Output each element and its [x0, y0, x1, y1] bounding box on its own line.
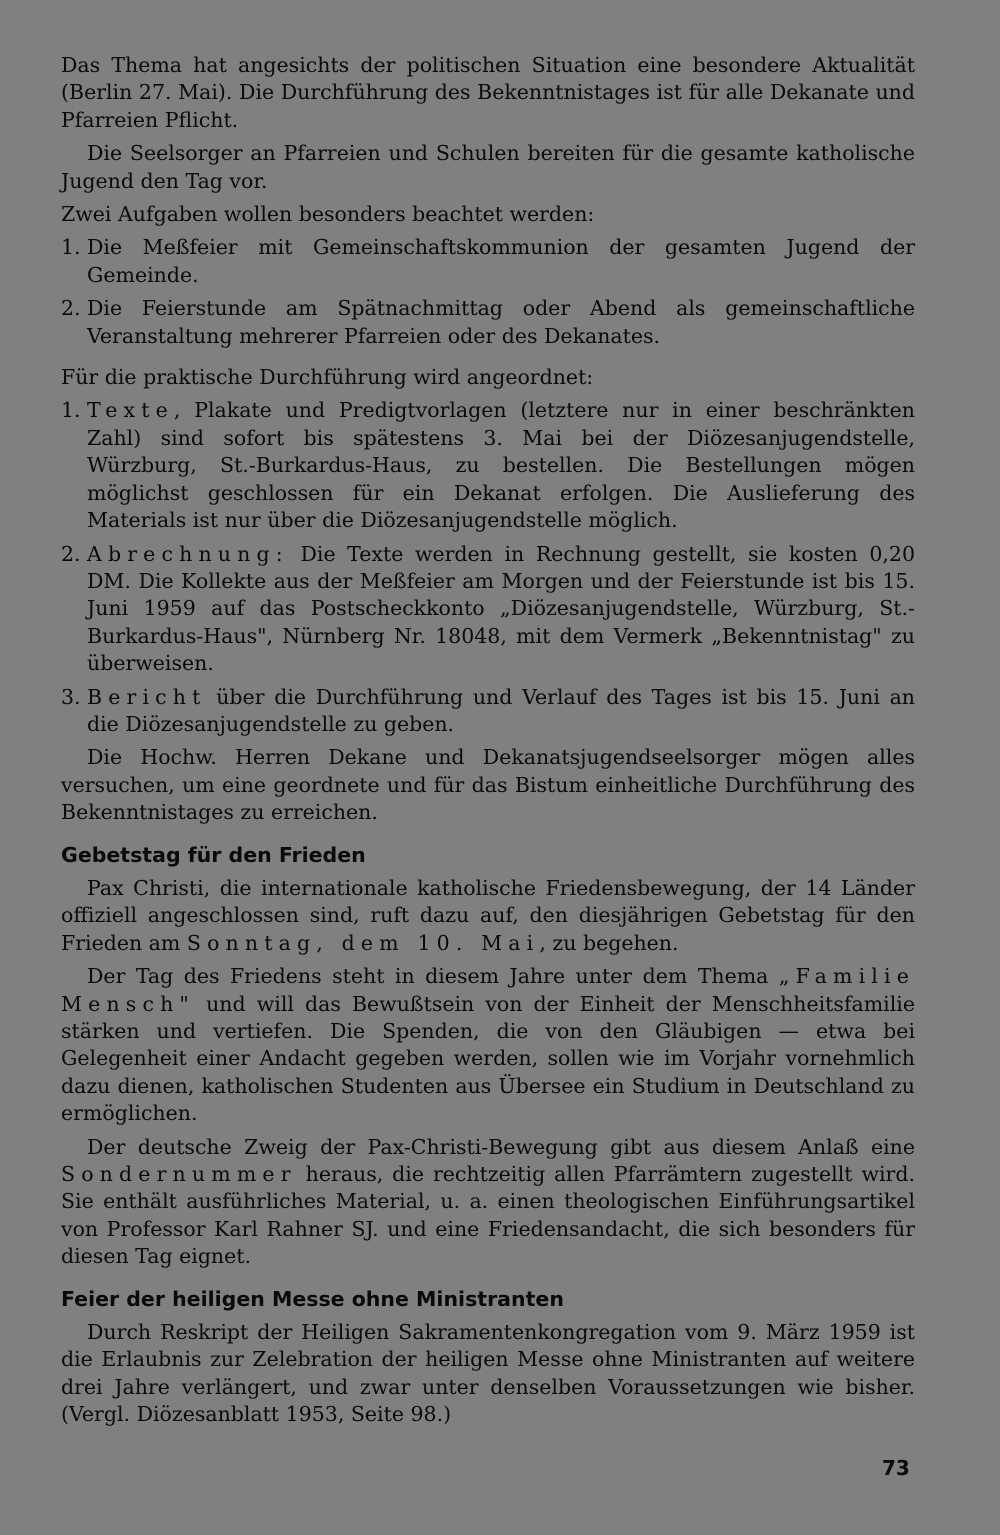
paragraph-closing: Die Hochw. Herren Dekane und Dekanatsjugendseelsorger mögen alles versuchen, um eine geordnete und für das Bistum einheitliche Durchführung des Bekenntnistages zu erreichen. — [61, 745, 915, 825]
list-item: 1. Texte, Plakate und Predigtvorlagen (letztere nur in einer beschränkten Zahl) sind sofort bis spätestens 3. Mai bei der Diözesanjugendstelle, Würzburg, St.-Burkardus-Haus, zu bestellen. Die Bestellungen mögen möglichst geschlossen für ein Dekanat erfolgen. Die Auslieferung des Materials ist nur über die Diözesanjugendstelle möglich. — [61, 398, 915, 533]
spaced-keyword: Texte — [87, 398, 174, 423]
spaced-keyword: Bericht — [87, 684, 207, 709]
paragraph-preparation: Die Seelsorger an Pfarreien und Schulen bereiten für die gesamte katholische Jugend den Tag vor. — [61, 141, 915, 193]
paragraph-tasks-intro: Zwei Aufgaben wollen besonders beachtet werden: — [61, 202, 595, 227]
spaced-keyword: Sondernummer — [61, 1162, 297, 1187]
paragraph-orders-intro: Für die praktische Durchführung wird angeordnet: — [61, 365, 594, 390]
document-page — [61, 52, 915, 1435]
list-item: 2. Die Feierstunde am Spätnachmittag oder Abend als gemeinschaftliche Veranstaltung mehrerer Pfarreien oder des Dekanates. — [61, 296, 915, 348]
section-heading-mass: Feier der heiligen Messe ohne Ministranten — [61, 1286, 564, 1311]
page-number: 73 — [882, 1456, 910, 1480]
section-heading-peace: Gebetstag für den Frieden — [61, 842, 366, 867]
list-item: 2. Abrechnung: Die Texte werden in Rechnung gestellt, sie kosten 0,20 DM. Die Kollekte aus der Meßfeier am Morgen und der Feierstunde ist bis 15. Juni 1959 auf das Postscheckkonto „Diözesanjugendstelle, Würzburg, St.-Burkardus-Haus", Nürnberg Nr. 18048, mit dem Vermerk „Bekenntnistag" zu überweisen. — [61, 541, 915, 676]
paragraph-topic: Das Thema hat angesichts der politischen Situation eine besondere Aktualität (Berlin 27. Mai). Die Durchführung des Bekenntnistages ist für alle Dekanate und Pfarreien Pflicht. — [61, 53, 915, 132]
spaced-theme: „Familie Mensch" — [61, 964, 915, 1016]
spaced-keyword: Abrechnung: — [87, 541, 289, 566]
paragraph-pax-christi: Pax Christi, die internationale katholische Friedensbewegung, der 14 Länder offiziell angeschlossen sind, ruft dazu auf, den diesjährigen Gebetstag für den Frieden am Sonntag, dem 10. Mai, zu begehen. — [61, 875, 915, 955]
spaced-date: Sonntag, dem 10. Mai — [186, 930, 540, 955]
paragraph-theme: Der Tag des Friedens steht in diesem Jahre unter dem Thema „Familie Mensch" und will das Bewußtsein von der Einheit der Menschheitsfamilie stärken und vertiefen. Die Spenden, die von den Gläubigen — etwa bei Gelegenheit einer Andacht gegeben werden, sollen wie im Vorjahr vornehmlich dazu dienen, katholischen Studenten aus Übersee ein Studium in Deutschland zu ermöglichen. — [61, 964, 915, 1126]
paragraph-special-issue: Der deutsche Zweig der Pax-Christi-Bewegung gibt aus diesem Anlaß eine Sondernummer heraus, die rechtzeitig allen Pfarrämtern zugestellt wird. Sie enthält ausführliches Material, u. a. einen theologischen Einführungsartikel von Professor Karl Rahner SJ. und eine Friedensandacht, die sich besonders für diesen Tag eignet. — [61, 1134, 915, 1269]
list-item: 1. Die Meßfeier mit Gemeinschaftskommunion der gesamten Jugend der Gemeinde. — [61, 235, 915, 287]
list-item: 3. Bericht über die Durchführung und Verlauf des Tages ist bis 15. Juni an die Diözesanjugendstelle zu geben. — [61, 684, 915, 736]
paragraph-rescript: Durch Reskript der Heiligen Sakramentenkongregation vom 9. März 1959 ist die Erlaubnis zur Zelebration der heiligen Messe ohne Ministranten auf weitere drei Jahre verlängert, und zwar unter denselben Voraussetzungen wie bisher. (Vergl. Diözesanblatt 1953, Seite 98.) — [61, 1320, 915, 1427]
